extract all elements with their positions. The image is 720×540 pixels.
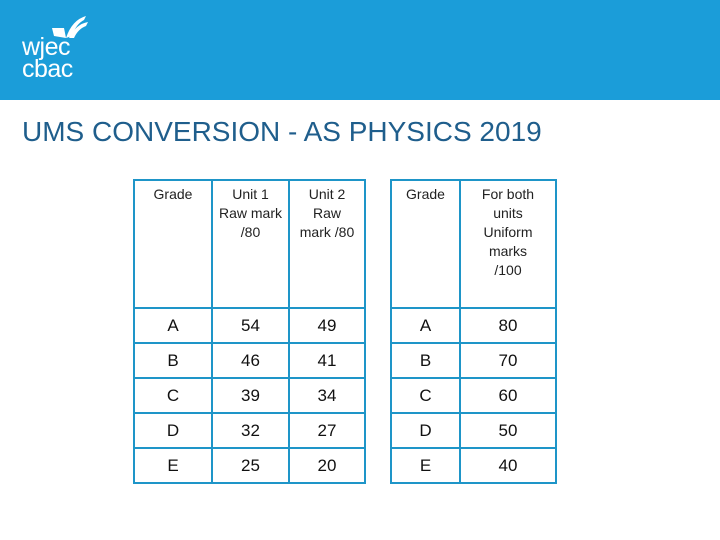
table-cell: C xyxy=(134,378,212,413)
table-cell: E xyxy=(391,448,460,483)
table-cell: A xyxy=(134,308,212,343)
table-row xyxy=(391,378,556,413)
table-row xyxy=(134,448,365,483)
ums-table xyxy=(390,179,557,484)
table-cell: 27 xyxy=(289,413,365,448)
table-cell: A xyxy=(391,308,460,343)
table-cell: E xyxy=(134,448,212,483)
table-cell: 49 xyxy=(289,308,365,343)
header-uniform-marks: For both units Uniform marks /100 xyxy=(460,180,556,308)
table-cell: 20 xyxy=(289,448,365,483)
table-cell: 54 xyxy=(212,308,289,343)
raw-mark-table xyxy=(133,179,366,484)
table-cell: D xyxy=(391,413,460,448)
table-row xyxy=(134,308,365,343)
table-cell: 60 xyxy=(460,378,556,413)
header-unit2: Unit 2 Raw mark /80 xyxy=(289,180,365,308)
table-row xyxy=(391,413,556,448)
logo-text-wjec: wjec xyxy=(22,33,71,61)
table-cell: 70 xyxy=(460,343,556,378)
table-cell: D xyxy=(134,413,212,448)
table-cell: 41 xyxy=(289,343,365,378)
table-cell: 50 xyxy=(460,413,556,448)
table-cell: B xyxy=(391,343,460,378)
table-cell: 46 xyxy=(212,343,289,378)
logo-text-cbac: cbac xyxy=(22,55,73,83)
table-cell: B xyxy=(134,343,212,378)
header-grade: Grade xyxy=(391,180,460,308)
wjec-cbac-logo xyxy=(22,14,92,84)
table-row xyxy=(391,343,556,378)
table-cell: 80 xyxy=(460,308,556,343)
table-cell: 25 xyxy=(212,448,289,483)
header-grade: Grade xyxy=(134,180,212,308)
table-header-row xyxy=(391,180,556,308)
page-title: UMS CONVERSION - AS PHYSICS 2019 xyxy=(22,116,542,147)
table-row xyxy=(134,413,365,448)
table-cell: 40 xyxy=(460,448,556,483)
header-banner xyxy=(0,0,720,100)
table-cell: 32 xyxy=(212,413,289,448)
table-row xyxy=(134,343,365,378)
table-header-row xyxy=(134,180,365,308)
table-row xyxy=(391,448,556,483)
table-cell: C xyxy=(391,378,460,413)
table-cell: 39 xyxy=(212,378,289,413)
header-unit1: Unit 1 Raw mark /80 xyxy=(212,180,289,308)
table-row xyxy=(391,308,556,343)
table-row xyxy=(134,378,365,413)
table-cell: 34 xyxy=(289,378,365,413)
